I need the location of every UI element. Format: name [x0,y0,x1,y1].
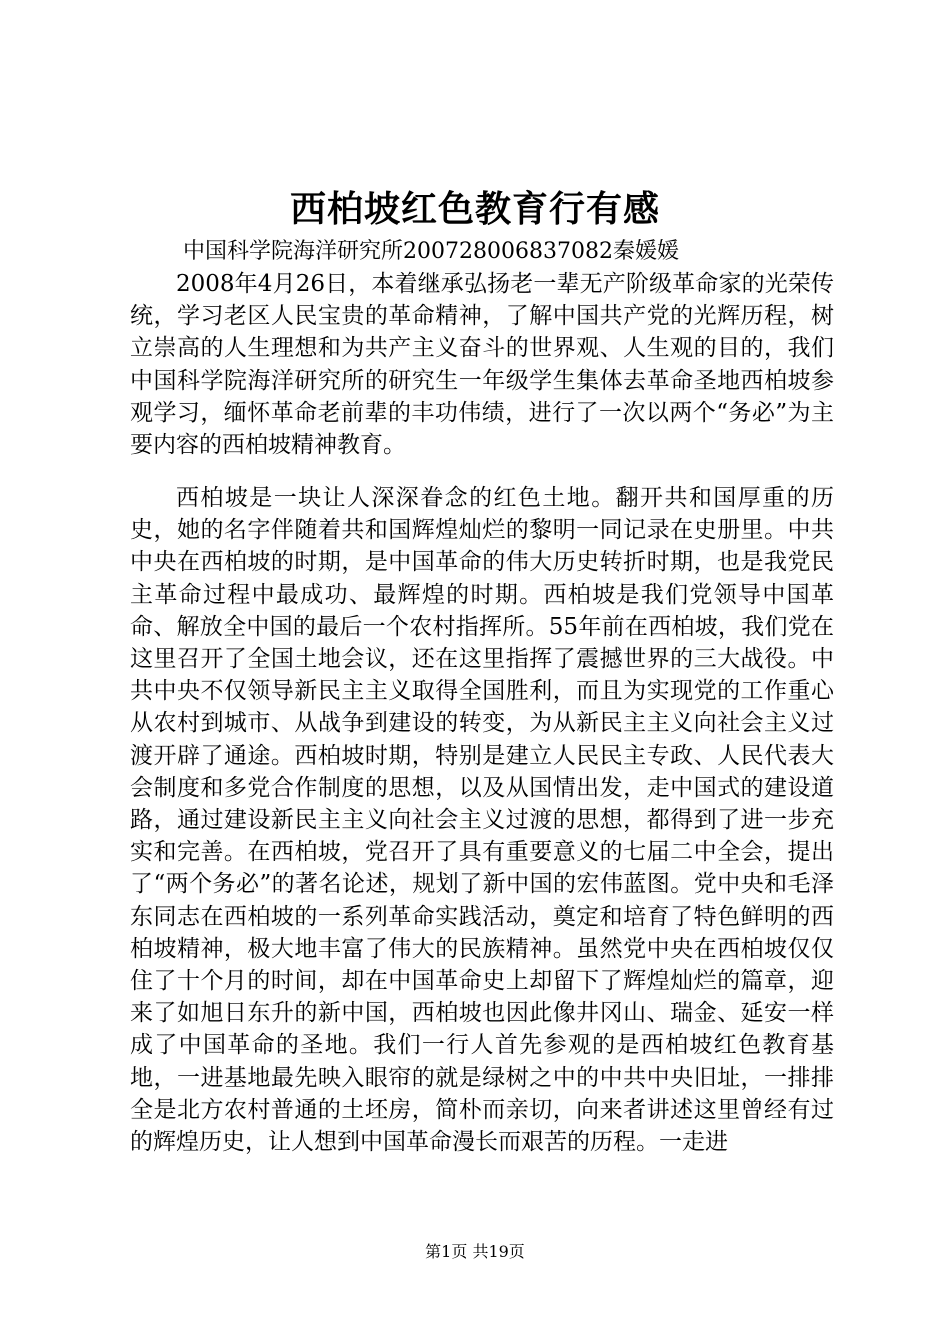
body-paragraph: 西柏坡是一块让人深深眷念的红色土地。翻开共和国厚重的历史，她的名字伴随着共和国辉煌灿烂的黎明一同记录在史册里。中共中央在西柏坡的时期，是中国革命的伟大历史转折时期，也是我党民主革命过程中最成功、最辉煌的时期。西柏坡是我们党领导中国革命、解放全中国的最后一个农村指挥所。55年前在西柏坡，我们党在这里召开了全国土地会议，还在这里指挥了震撼世界的三大战役。中共中央不仅领导新民主主义取得全国胜利，而且为实现党的工作重心从农村到城市、从战争到建设的转变，为从新民主主义向社会主义过渡开辟了通途。西柏坡时期，特别是建立人民民主专政、人民代表大会制度和多党合作制度的思想，以及从国情出发，走中国式的建设道路，通过建设新民主主义向社会主义过渡的思想，都得到了进一步充实和完善。在西柏坡，党召开了具有重要意义的七届二中全会，提出了“两个务必”的著名论述，规划了新中国的宏伟蓝图。党中央和毛泽东同志在西柏坡的一系列革命实践活动，奠定和培育了特色鲜明的西柏坡精神，极大地丰富了伟大的民族精神。虽然党中央在西柏坡仅仅住了十个月的时间，却在中国革命史上却留下了辉煌灿烂的篇章，迎来了如旭日东升的新中国，西柏坡也因此像井冈山、瑞金、延安一样成了中国革命的圣地。我们一行人首先参观的是西柏坡红色教育基地，一进基地最先映入眼帘的就是绿树之中的中共中央旧址，一排排全是北方农村普通的土坯房，简朴而亲切，向来者讲述这里曾经有过的辉煌历史，让人想到中国革命漫长而艰苦的历程。一走进 [130,485,834,1156]
body-paragraph: 2008年4月26日，本着继承弘扬老一辈无产阶级革命家的光荣传统，学习老区人民宝贵的革命精神，了解中国共产党的光辉历程，树立崇高的人生理想和为共产主义奋斗的世界观、人生观的目的，我们中国科学院海洋研究所的研究生一年级学生集体去革命圣地西柏坡参观学习，缅怀革命老前辈的丰功伟绩，进行了一次以两个“务必”为主要内容的西柏坡精神教育。 [130,271,834,459]
author-line: 中国科学院海洋研究所200728006837082秦媛媛 [183,239,679,264]
page-footer: 第1页 共19页 [425,1242,525,1261]
document-title: 西柏坡红色教育行有感 [289,188,660,230]
